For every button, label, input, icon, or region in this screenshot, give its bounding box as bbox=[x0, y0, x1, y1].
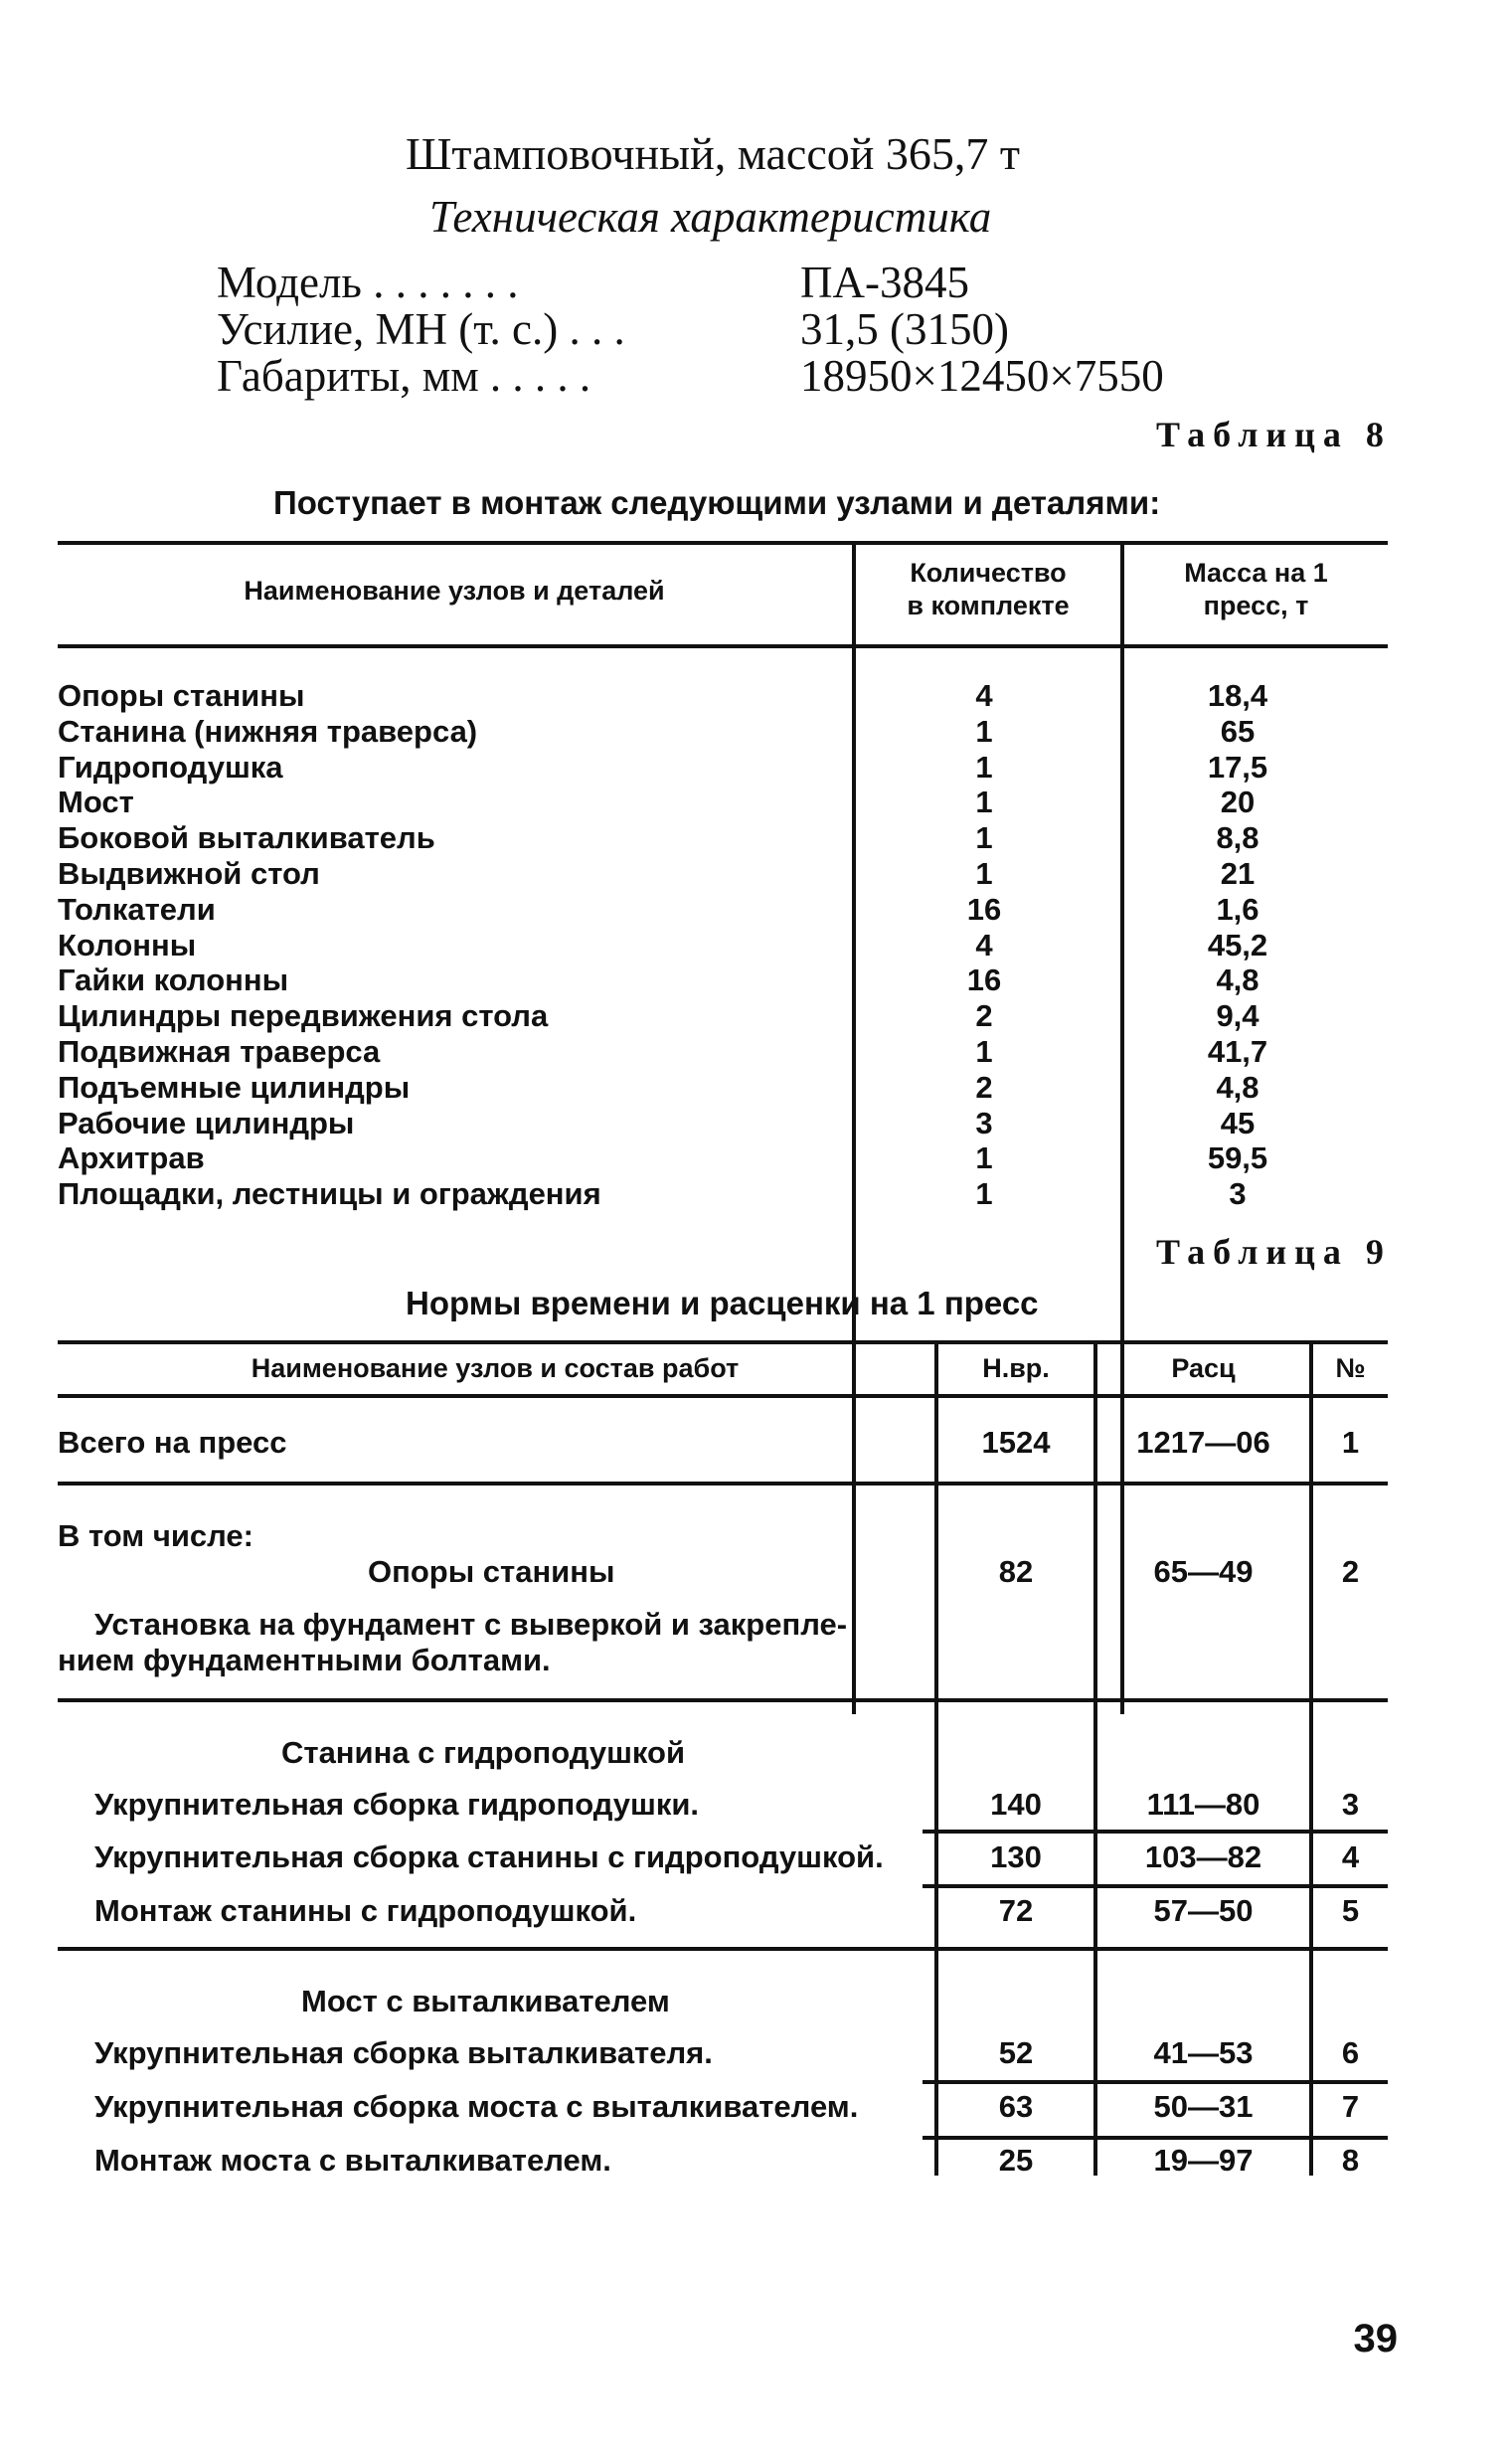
table8-row-qty: 1 bbox=[975, 750, 993, 785]
spec-label-model: Модель . . . . . . . bbox=[217, 258, 519, 307]
table8-row-mass: 17,5 bbox=[1207, 750, 1268, 785]
table9-row-rate: 19—97 bbox=[1153, 2143, 1254, 2178]
table8-row-mass: 3 bbox=[1229, 1176, 1247, 1211]
spec-value-force: 31,5 (3150) bbox=[800, 304, 1009, 354]
table8-row-name: Станина (нижняя траверса) bbox=[58, 714, 478, 749]
table9-group3-title: Мост с выталкивателем bbox=[301, 1984, 670, 2018]
table9-total-name: Всего на пресс bbox=[58, 1425, 287, 1460]
table8-row-qty: 16 bbox=[966, 892, 1002, 927]
table9-row-name: Укрупнительная сборка станины с гидроподушкой. bbox=[94, 1839, 884, 1874]
table9-row-rate: 103—82 bbox=[1144, 1839, 1262, 1874]
table8-row-qty: 1 bbox=[975, 1176, 993, 1211]
table9-row-name: Укрупнительная сборка выталкивателя. bbox=[94, 2035, 713, 2070]
table9-row-no: 6 bbox=[1341, 2035, 1360, 2070]
table8-row-name: Цилиндры передвижения стола bbox=[58, 998, 549, 1033]
table8-row-qty: 1 bbox=[975, 714, 993, 749]
table9-group1-desc-line2: нием фундаментными болтами. bbox=[58, 1643, 551, 1677]
table9-row-name: Укрупнительная сборка моста с выталкивателем. bbox=[94, 2089, 859, 2124]
table8-row-qty: 1 bbox=[975, 785, 993, 819]
table9-incl-label: В том числе: bbox=[58, 1518, 253, 1553]
table9-row-norm: 63 bbox=[998, 2089, 1034, 2124]
table8-row-qty: 1 bbox=[975, 820, 993, 855]
table8-row-name: Мост bbox=[58, 785, 134, 819]
table8-row-mass: 45 bbox=[1220, 1106, 1256, 1140]
table9-header-no: № bbox=[1335, 1353, 1366, 1383]
spec-value-model: ПА-3845 bbox=[800, 258, 969, 307]
table9-group1-desc-line1: Установка на фундамент с выверкой и закрепле- bbox=[94, 1607, 848, 1642]
table8-row-name: Выдвижной стол bbox=[58, 856, 320, 891]
table8-row-name: Гайки колонны bbox=[58, 962, 289, 997]
table9-row-no: 4 bbox=[1341, 1839, 1360, 1874]
table8-row-qty: 1 bbox=[975, 1034, 993, 1069]
table9-group1-no: 2 bbox=[1341, 1554, 1360, 1589]
table8-row-name: Боковой выталкиватель bbox=[58, 820, 435, 855]
table8-row-name: Архитрав bbox=[58, 1140, 205, 1175]
table8-row-name: Колонны bbox=[58, 928, 197, 962]
table8-row-name: Площадки, лестницы и ограждения bbox=[58, 1176, 601, 1211]
table8-row-mass: 4,8 bbox=[1216, 962, 1260, 997]
table8-row-mass: 21 bbox=[1220, 856, 1256, 891]
table8-row-qty: 2 bbox=[975, 998, 993, 1033]
table9-row-rate: 41—53 bbox=[1153, 2035, 1254, 2070]
table9-row-rate: 57—50 bbox=[1153, 1893, 1254, 1928]
spec-value-dimensions: 18950×12450×7550 bbox=[800, 351, 1164, 401]
table9-header-name: Наименование узлов и состав работ bbox=[251, 1353, 740, 1383]
table9-group1-title: Опоры станины bbox=[368, 1554, 615, 1589]
spec-label-force: Усилие, МН (т. с.) . . . bbox=[217, 304, 625, 354]
page-subtitle: Техническая характеристика bbox=[429, 192, 992, 242]
table8-row-mass: 9,4 bbox=[1216, 998, 1260, 1033]
table9-row-norm: 140 bbox=[990, 1787, 1042, 1822]
table9-caption: Нормы времени и расценки на 1 пресс bbox=[406, 1285, 1039, 1321]
table9-row-name: Укрупнительная сборка гидроподушки. bbox=[94, 1787, 700, 1822]
table9-row-name: Монтаж станины с гидроподушкой. bbox=[94, 1893, 637, 1928]
table9-total-norm: 1524 bbox=[981, 1425, 1051, 1460]
table9-header-norm: Н.вр. bbox=[982, 1353, 1050, 1383]
table8-row-mass: 41,7 bbox=[1207, 1034, 1268, 1069]
table8-row-mass: 4,8 bbox=[1216, 1070, 1260, 1105]
table9-row-no: 7 bbox=[1341, 2089, 1360, 2124]
table9-group1-rate: 65—49 bbox=[1153, 1554, 1254, 1589]
table8-header-mass: Масса на 1 пресс, т bbox=[1184, 558, 1328, 620]
table8-row-mass: 59,5 bbox=[1207, 1140, 1268, 1175]
table8-row-qty: 4 bbox=[975, 678, 993, 713]
table9-total-rate: 1217—06 bbox=[1136, 1425, 1270, 1460]
page-title: Штамповочный, массой 365,7 т bbox=[406, 128, 1020, 179]
table9-row-no: 5 bbox=[1341, 1893, 1360, 1928]
table9-row-name: Монтаж моста с выталкивателем. bbox=[94, 2143, 611, 2178]
table8-caption: Поступает в монтаж следующими узлами и деталями: bbox=[273, 484, 1161, 521]
table8-row-qty: 4 bbox=[975, 928, 993, 962]
table8-row-mass: 1,6 bbox=[1216, 892, 1260, 927]
table9-row-no: 8 bbox=[1341, 2143, 1360, 2178]
table9-row-no: 3 bbox=[1341, 1787, 1360, 1822]
table8-row-mass: 45,2 bbox=[1207, 928, 1268, 962]
table8-row-qty: 1 bbox=[975, 1140, 993, 1175]
table9-row-rate: 50—31 bbox=[1153, 2089, 1254, 2124]
table8-row-name: Опоры станины bbox=[58, 678, 305, 713]
table8-header-name: Наименование узлов и деталей bbox=[244, 576, 665, 606]
table8-row-mass: 8,8 bbox=[1216, 820, 1260, 855]
table8-row-qty: 2 bbox=[975, 1070, 993, 1105]
table8-row-name: Гидроподушка bbox=[58, 750, 283, 785]
page-number: 39 bbox=[1353, 2317, 1398, 2361]
table8-row-name: Подъемные цилиндры bbox=[58, 1070, 411, 1105]
table9-total-no: 1 bbox=[1341, 1425, 1360, 1460]
table8-row-name: Подвижная траверса bbox=[58, 1034, 381, 1069]
table8-row-mass: 20 bbox=[1220, 785, 1256, 819]
table8-row-qty: 1 bbox=[975, 856, 993, 891]
table8-row-qty: 3 bbox=[975, 1106, 993, 1140]
table9-row-norm: 52 bbox=[998, 2035, 1034, 2070]
table9-row-norm: 72 bbox=[998, 1893, 1034, 1928]
table8-row-mass: 65 bbox=[1220, 714, 1256, 749]
table9-row-rate: 111—80 bbox=[1146, 1787, 1260, 1822]
table8-row-qty: 16 bbox=[966, 962, 1002, 997]
table9-group1-norm: 82 bbox=[998, 1554, 1034, 1589]
table9-label: Таблица 9 bbox=[1156, 1232, 1392, 1272]
table9-row-norm: 130 bbox=[990, 1839, 1042, 1874]
table9-group2-title: Станина с гидроподушкой bbox=[281, 1735, 686, 1770]
table8-row-name: Рабочие цилиндры bbox=[58, 1106, 355, 1140]
table8-header-qty: Количество в комплекте bbox=[907, 558, 1070, 620]
table8-row-name: Толкатели bbox=[58, 892, 216, 927]
table9-row-norm: 25 bbox=[998, 2143, 1034, 2178]
table8-row-mass: 18,4 bbox=[1207, 678, 1268, 713]
table9-header-rate: Расц bbox=[1171, 1353, 1236, 1383]
table8-label: Таблица 8 bbox=[1156, 415, 1392, 454]
spec-label-dimensions: Габариты, мм . . . . . bbox=[217, 351, 591, 401]
